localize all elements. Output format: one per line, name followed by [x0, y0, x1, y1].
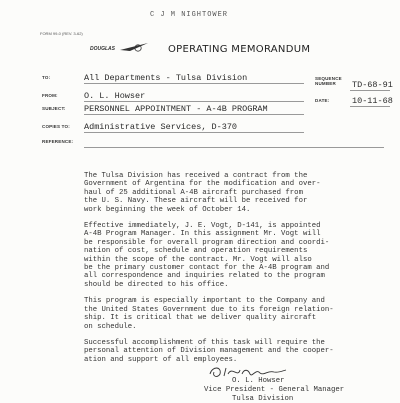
copies-to-rule	[84, 132, 304, 133]
sequence-number-value: TD-68-91	[352, 80, 393, 90]
subject-rule	[84, 114, 304, 115]
memo-body	[84, 172, 384, 372]
from-value: O. L. Howser	[84, 91, 146, 101]
from-rule	[84, 101, 304, 102]
sequence-rule	[350, 90, 390, 91]
subject-label: SUBJECT:	[42, 106, 66, 111]
to-value: All Departments - Tulsa Division	[84, 73, 248, 83]
signer-division: Tulsa Division	[232, 395, 294, 403]
to-rule	[84, 83, 304, 84]
sequence-number-label: SEQUENCE NUMBER	[315, 76, 342, 86]
date-value: 10-11-68	[352, 96, 393, 106]
date-rule	[350, 106, 390, 107]
to-label: TO:	[42, 75, 51, 80]
copies-to-value: Administrative Services, D-370	[84, 122, 238, 132]
form-number: FORM 99-0 (REV. 3-62)	[40, 31, 83, 36]
memo-title: OPERATING MEMORANDUM	[168, 44, 311, 55]
signer-name: O. L. Howser	[232, 377, 285, 385]
reference-rule	[84, 147, 384, 148]
date-label: DATE:	[315, 98, 330, 103]
reference-label: REFERENCE:	[42, 139, 74, 144]
paragraph-contract: The Tulsa Division has received a contract from the Government of Argentina for the modification and over- haul of 25 additional A-4B aircraft purchased from the U. S. Navy. These aircraft will be received for work beginning the week of October 14.	[84, 172, 321, 214]
paragraph-appointment: Effective immediately, J. E. Vogt, D-141, is appointed A-4B Program Manager. In this assignment Mr. Vogt will be responsible for overall program direction and coordi- nation of cost, schedule and operation requirements within the scope of the contract. Mr. Vogt will also be the primary customer contact for the A-4B program and all correspondence and inquiries related to the program should be directed to his office.	[84, 222, 330, 289]
paragraph-accomplishment: Successful accomplishment of this task will require the personal attention of Division management and the cooper- ation and support of all employees.	[84, 338, 334, 364]
subject-value: PERSONNEL APPOINTMENT - A-4B PROGRAM	[84, 104, 268, 114]
douglas-logo	[90, 41, 150, 55]
logo-text: DOUGLAS	[90, 46, 115, 52]
from-label: FROM:	[42, 93, 58, 98]
signer-title: Vice President - General Manager	[204, 386, 345, 394]
copies-to-label: COPIES TO:	[42, 124, 70, 129]
paragraph-importance: This program is especially important to the Company and the United States Government due to its foreign relation- ship. It is critical that we deliver quality aircraft on schedule.	[84, 297, 334, 331]
routing-stamp: C J M NIGHTOWER	[150, 11, 229, 19]
